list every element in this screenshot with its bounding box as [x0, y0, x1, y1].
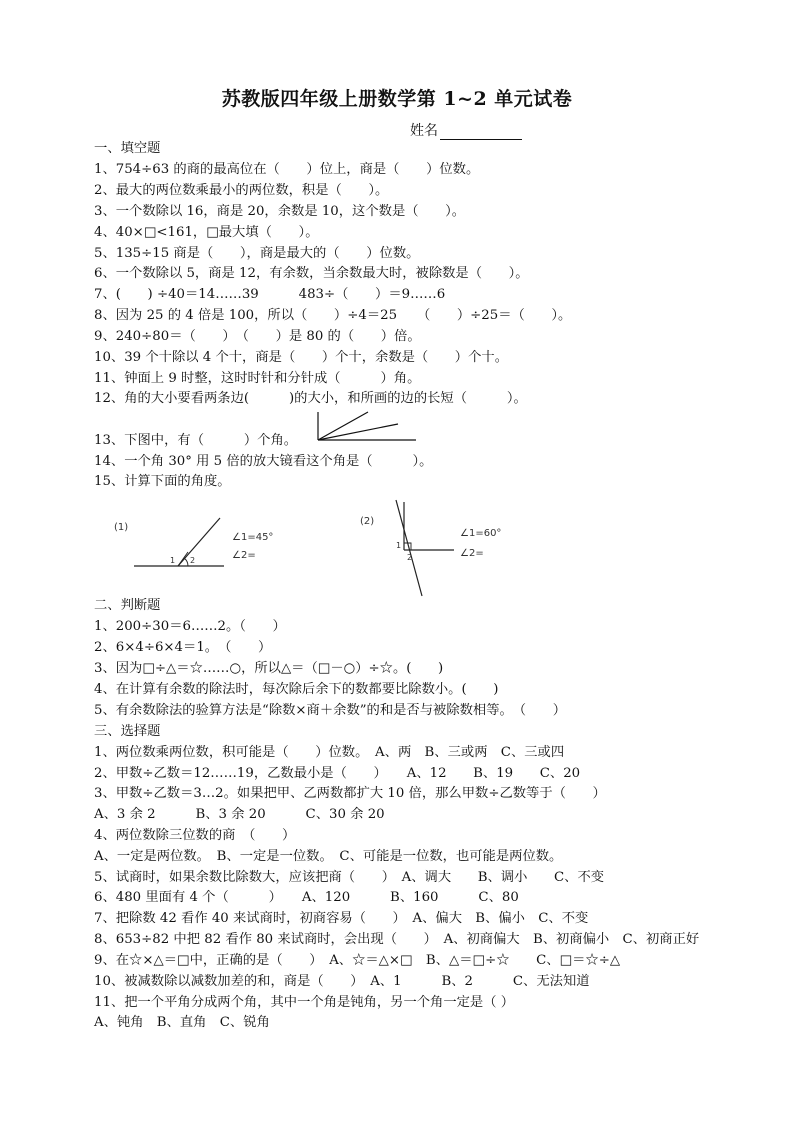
angle-figure-1 [108, 500, 308, 580]
name-blank-line [440, 125, 522, 140]
fill-item: 4、40×□<161，□最大填（ ）。 [94, 225, 319, 240]
judge-item: 3、因为□÷△＝☆……○，所以△＝（□－○）÷☆。( ) [94, 661, 444, 676]
fill-item: 13、下图中，有（ ）个角。 [94, 433, 298, 448]
choice-item: 9、在☆×△＝□中，正确的是（ ） A、☆＝△×□ B、△＝□÷☆ C、□＝☆÷△ [94, 953, 621, 968]
choice-item: 2、甲数÷乙数＝12……19，乙数最小是（ ） A、12 B、19 C、20 [94, 766, 581, 781]
fill-item: 2、最大的两位数乘最小的两位数，积是（ ）。 [94, 183, 389, 198]
judge-item: 1、200÷30＝6……2。（ ） [94, 619, 286, 634]
ray-steep [318, 412, 368, 440]
choice-item: 1、两位数乘两位数，积可能是（ ）位数。 A、两 B、三或两 C、三或四 [94, 745, 565, 760]
name-field [410, 120, 522, 140]
figure-1-angle-2-label: ∠2= [232, 550, 256, 561]
fill-item: 12、角的大小要看两条边( )的大小，和所画的边的长短（ ）。 [94, 391, 527, 406]
fill-item: 5、135÷15 商是（ ），商是最大的（ ）位数。 [94, 246, 420, 261]
figure-2-angle-2-label: ∠2= [460, 548, 484, 559]
fill-item: 8、因为 25 的 4 倍是 100，所以（ ）÷4＝25 （ ）÷25＝（ ）。 [94, 308, 572, 323]
judge-item: 5、有余数除法的验算方法是“除数×商＋余数”的和是否与被除数相等。 （ ） [94, 703, 566, 718]
fill-item: 1、754÷63 的商的最高位在（ ）位上，商是（ ）位数。 [94, 162, 480, 177]
choice-item: 11、把一个平角分成两个角，其中一个角是钝角，另一个角一定是（ ） [94, 995, 515, 1010]
section-heading-choice: 三、选择题 [94, 724, 161, 739]
section-heading-judge: 二、判断题 [94, 598, 161, 613]
fill-item: 15、计算下面的角度。 [94, 474, 231, 489]
ray-shallow [318, 424, 398, 440]
fill-item: 9、240÷80＝（ ） （ ）是 80 的（ ）倍。 [94, 329, 421, 344]
figure-2-mark-1: 1 [396, 541, 402, 550]
rays-figure [312, 408, 422, 444]
figure-1-mark-2: 2 [190, 556, 196, 565]
figure-2-angle-1-label: ∠1=60° [460, 528, 502, 539]
fill-item: 7、( ) ÷40＝14……39 483÷（ ）＝9……6 [94, 287, 446, 302]
figure-2-tag: (2) [360, 516, 375, 527]
figure-1-mark-1: 1 [170, 556, 176, 565]
choice-item: 5、试商时，如果余数比除数大，应该把商（ ） A、调大 B、调小 C、不变 [94, 870, 605, 885]
exam-title: 苏教版四年级上册数学第 1~2 单元试卷 [221, 88, 573, 110]
figure-1-angle-1-label: ∠1=45° [232, 532, 274, 543]
figure-2-mark-2: 2 [407, 553, 413, 562]
fill-item: 10、39 个十除以 4 个十，商是（ ）个十，余数是（ ）个十。 [94, 350, 508, 365]
choice-item: 10、被减数除以减数加差的和，商是（ ） A、1 B、2 C、无法知道 [94, 974, 590, 989]
choice-item: 8、653÷82 中把 82 看作 80 来试商时，会出现（ ） A、初商偏大 B、初商偏小 C、初商正好 [94, 932, 700, 947]
choice-item: 6、480 里面有 4 个（ ） A、120 B、160 C、80 [94, 890, 519, 905]
angle-figure-2 [356, 494, 556, 600]
fill-item: 14、一个角 30° 用 5 倍的放大镜看这个角是（ ）。 [94, 454, 433, 469]
judge-item: 2、6×4÷6×4＝1。 （ ） [94, 640, 272, 655]
figure-1-tag: (1) [114, 522, 129, 533]
judge-item: 4、在计算有余数的除法时，每次除后余下的数都要比除数小。( ) [94, 682, 499, 697]
section-heading-fill: 一、填空题 [94, 141, 161, 156]
fill-item: 3、一个数除以 16，商是 20，余数是 10，这个数是（ ）。 [94, 204, 466, 219]
choice-options: A、3 余 2 B、3 余 20 C、30 余 20 [94, 807, 385, 822]
figure-1-inner-line [178, 552, 188, 566]
fill-item: 6、一个数除以 5，商是 12，有余数，当余数最大时，被除数是（ ）。 [94, 266, 529, 281]
fill-item: 11、钟面上 9 时整，这时时针和分针成（ ）角。 [94, 371, 421, 386]
choice-item: 4、两位数除三位数的商 （ ） [94, 828, 296, 843]
choice-item: 7、把除数 42 看作 40 来试商时，初商容易（ ） A、偏大 B、偏小 C、不变 [94, 911, 589, 926]
choice-options: A、钝角 B、直角 C、锐角 [94, 1015, 270, 1030]
choice-item: 3、甲数÷乙数＝3…2。如果把甲、乙两数都扩大 10 倍，那么甲数÷乙数等于（ ） [94, 786, 606, 801]
choice-options: A、一定是两位数。 B、一定是一位数。 C、可能是一位数，也可能是两位数。 [94, 849, 563, 864]
name-label: 姓名 [410, 123, 438, 139]
